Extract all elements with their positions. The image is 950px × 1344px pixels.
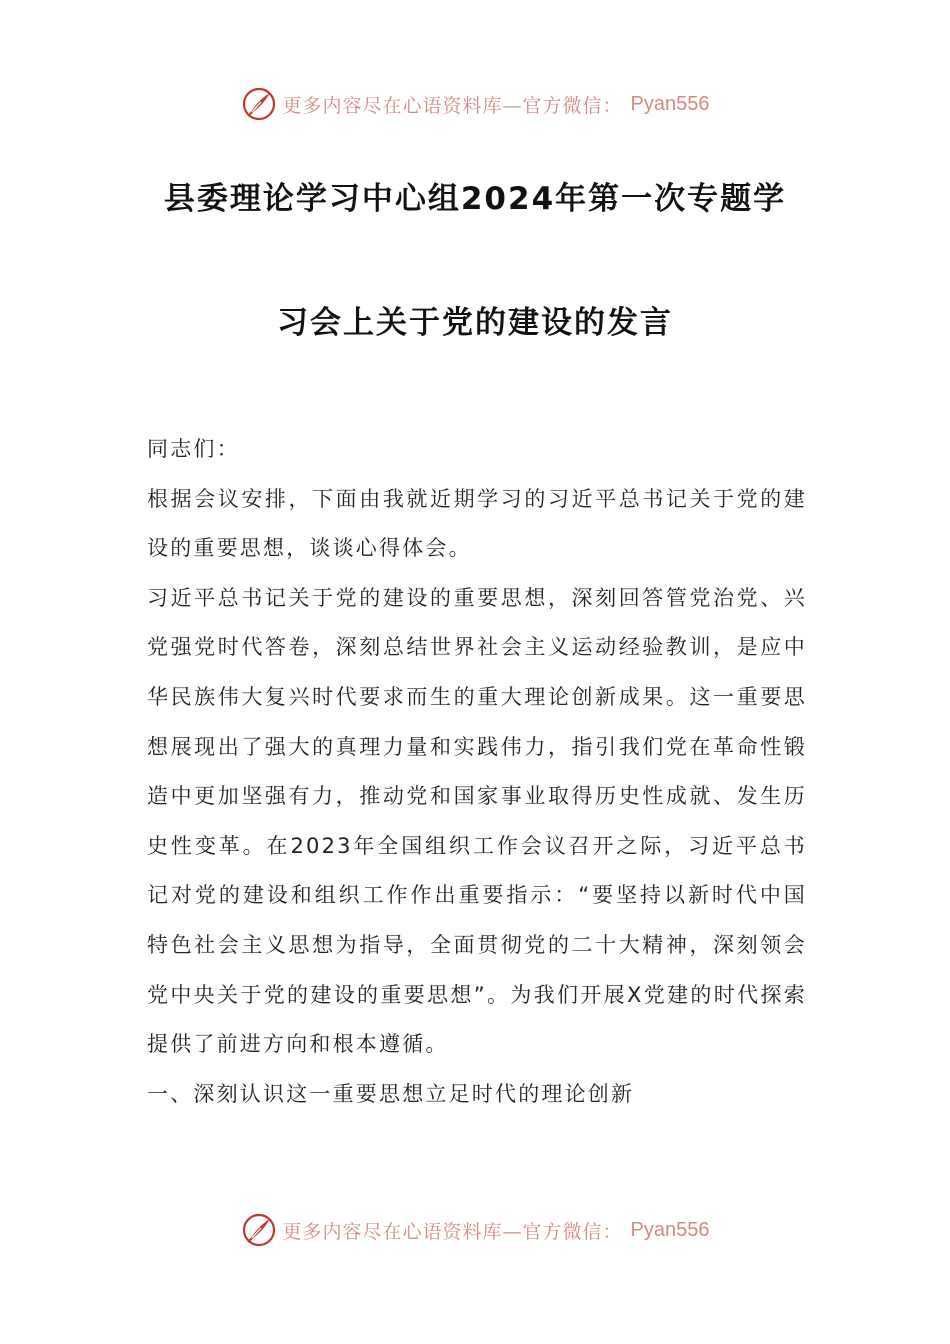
document-title-line-2: 习会上关于党的建设的发言 bbox=[277, 305, 673, 341]
watermark-wechat-id: Pyan556 bbox=[630, 1218, 710, 1241]
section-heading: 一、深刻认识这一重要思想立足时代的理论创新 bbox=[147, 1081, 635, 1106]
watermark-text: 更多内容尽在心语资料库—官方微信： bbox=[282, 1220, 623, 1243]
watermark-text: 更多内容尽在心语资料库—官方微信： bbox=[282, 94, 623, 117]
watermark-wechat-id: Pyan556 bbox=[630, 92, 710, 115]
salutation: 同志们： bbox=[147, 437, 240, 461]
header-watermark bbox=[0, 84, 950, 124]
footer-watermark bbox=[0, 1210, 950, 1250]
body-paragraph: 习近平总书记关于党的建设的重要思想，深刻回答管党治党、兴党强党时代答卷，深刻总结世界社会主义运动经验教训，是应中华民族伟大复兴时代要求而生的重大理论创新成果。这一重要思想展现出了强大的真理力量和实践伟力，指引我们党在革命性锻造中更加坚强有力，推动党和国家事业取得历史性成就、发生历史性变革。在2023年全国组织工作会议召开之际，习近平总书记对党的建设和组织工作作出重要指示：“要坚持以新时代中国特色社会主义思想为指导，全面贯彻党的二十大精神，深刻领会党中央关于党的建设的重要思想”。为我们开展X党建的时代探索提供了前进方向和根本遵循。 bbox=[147, 585, 807, 1057]
document-body bbox=[147, 425, 807, 1119]
quill-logo-icon bbox=[241, 86, 277, 122]
body-paragraph: 根据会议安排，下面由我就近期学习的习近平总书记关于党的建设的重要思想，谈谈心得体会。 bbox=[147, 486, 807, 561]
document-title-line-1: 县委理论学习中心组2024年第一次专题学 bbox=[163, 181, 787, 217]
quill-logo-icon bbox=[241, 1212, 277, 1248]
